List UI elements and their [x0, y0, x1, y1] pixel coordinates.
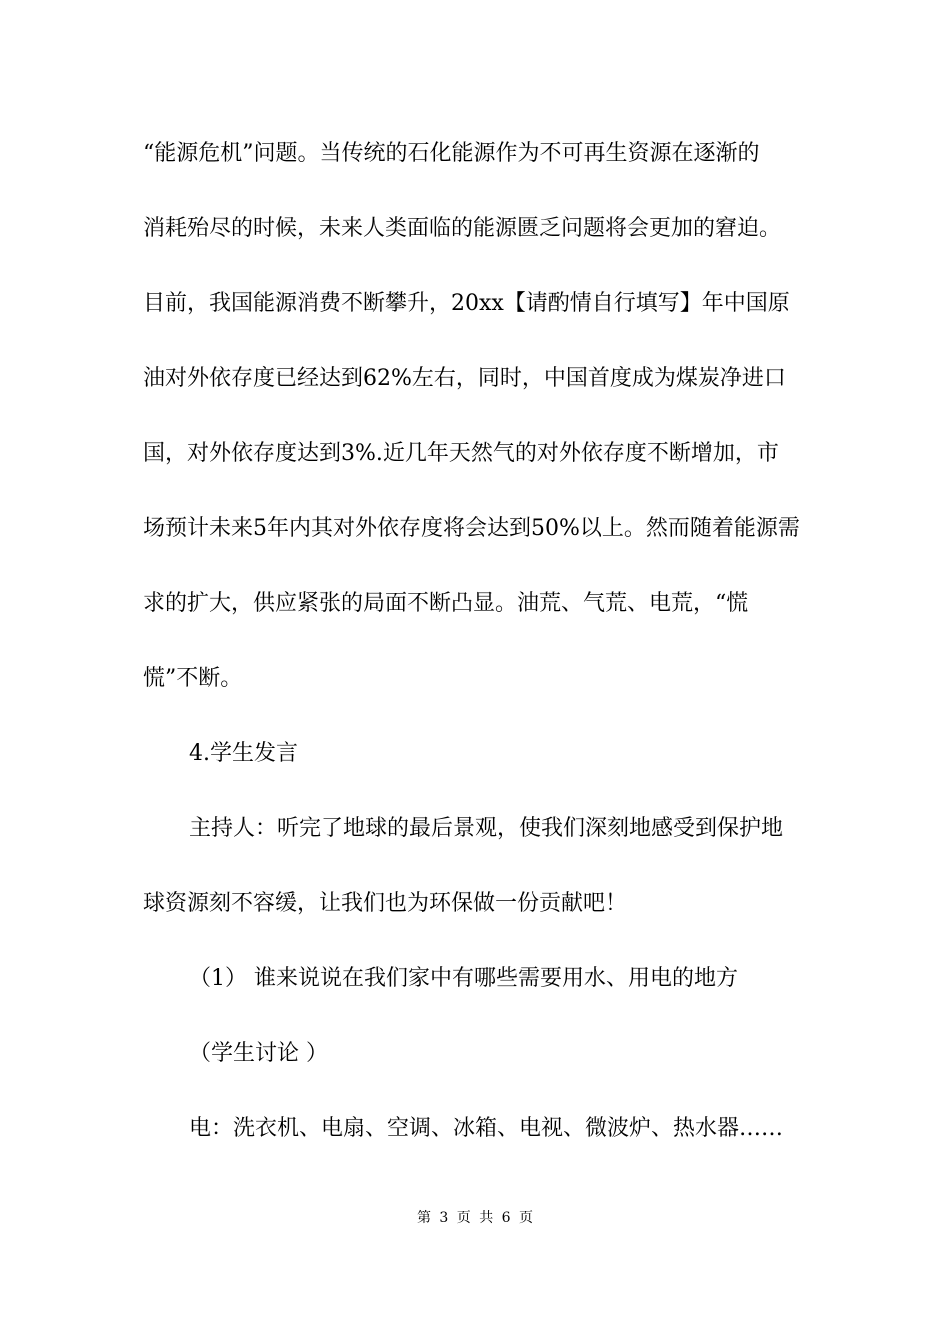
- page-footer: 第 3 页 共 6 页: [416, 1210, 534, 1226]
- paragraph-line-3: 目前，我国能源消费不断攀升，20xx【请酌情自行填写】年中国原: [143, 291, 790, 316]
- host-line-2: 球资源刻不容缓，让我们也为环保做一份贡献吧！: [143, 891, 628, 916]
- paragraph-line-4: 油对外依存度已经达到62%左右，同时，中国首度成为煤炭净进口: [143, 366, 786, 391]
- section-heading: 4.学生发言: [189, 741, 298, 766]
- question-line: （1） 谁来说说在我们家中有哪些需要用水、用电的地方: [189, 966, 738, 991]
- paragraph-line-5: 国，对外依存度达到3%.近几年天然气的对外依存度不断增加，市: [143, 441, 779, 466]
- paragraph-line-1: “能源危机”问题。当传统的石化能源作为不可再生资源在逐渐的: [143, 141, 760, 166]
- paragraph-line-8: 慌”不断。: [143, 666, 243, 691]
- paragraph-line-2: 消耗殆尽的时候，未来人类面临的能源匮乏问题将会更加的窘迫。: [143, 216, 782, 241]
- paragraph-line-6: 场预计未来5年内其对外依存度将会达到50%以上。然而随着能源需: [143, 516, 800, 541]
- discussion-note: （学生讨论 ）: [189, 1041, 328, 1066]
- paragraph-line-7: 求的扩大，供应紧张的局面不断凸显。油荒、气荒、电荒，“慌: [143, 591, 749, 616]
- host-line-1: 主持人：听完了地球的最后景观，使我们深刻地感受到保护地: [189, 816, 784, 841]
- electric-items-line: 电：洗衣机、电扇、空调、冰箱、电视、微波炉、热水器……: [189, 1116, 784, 1141]
